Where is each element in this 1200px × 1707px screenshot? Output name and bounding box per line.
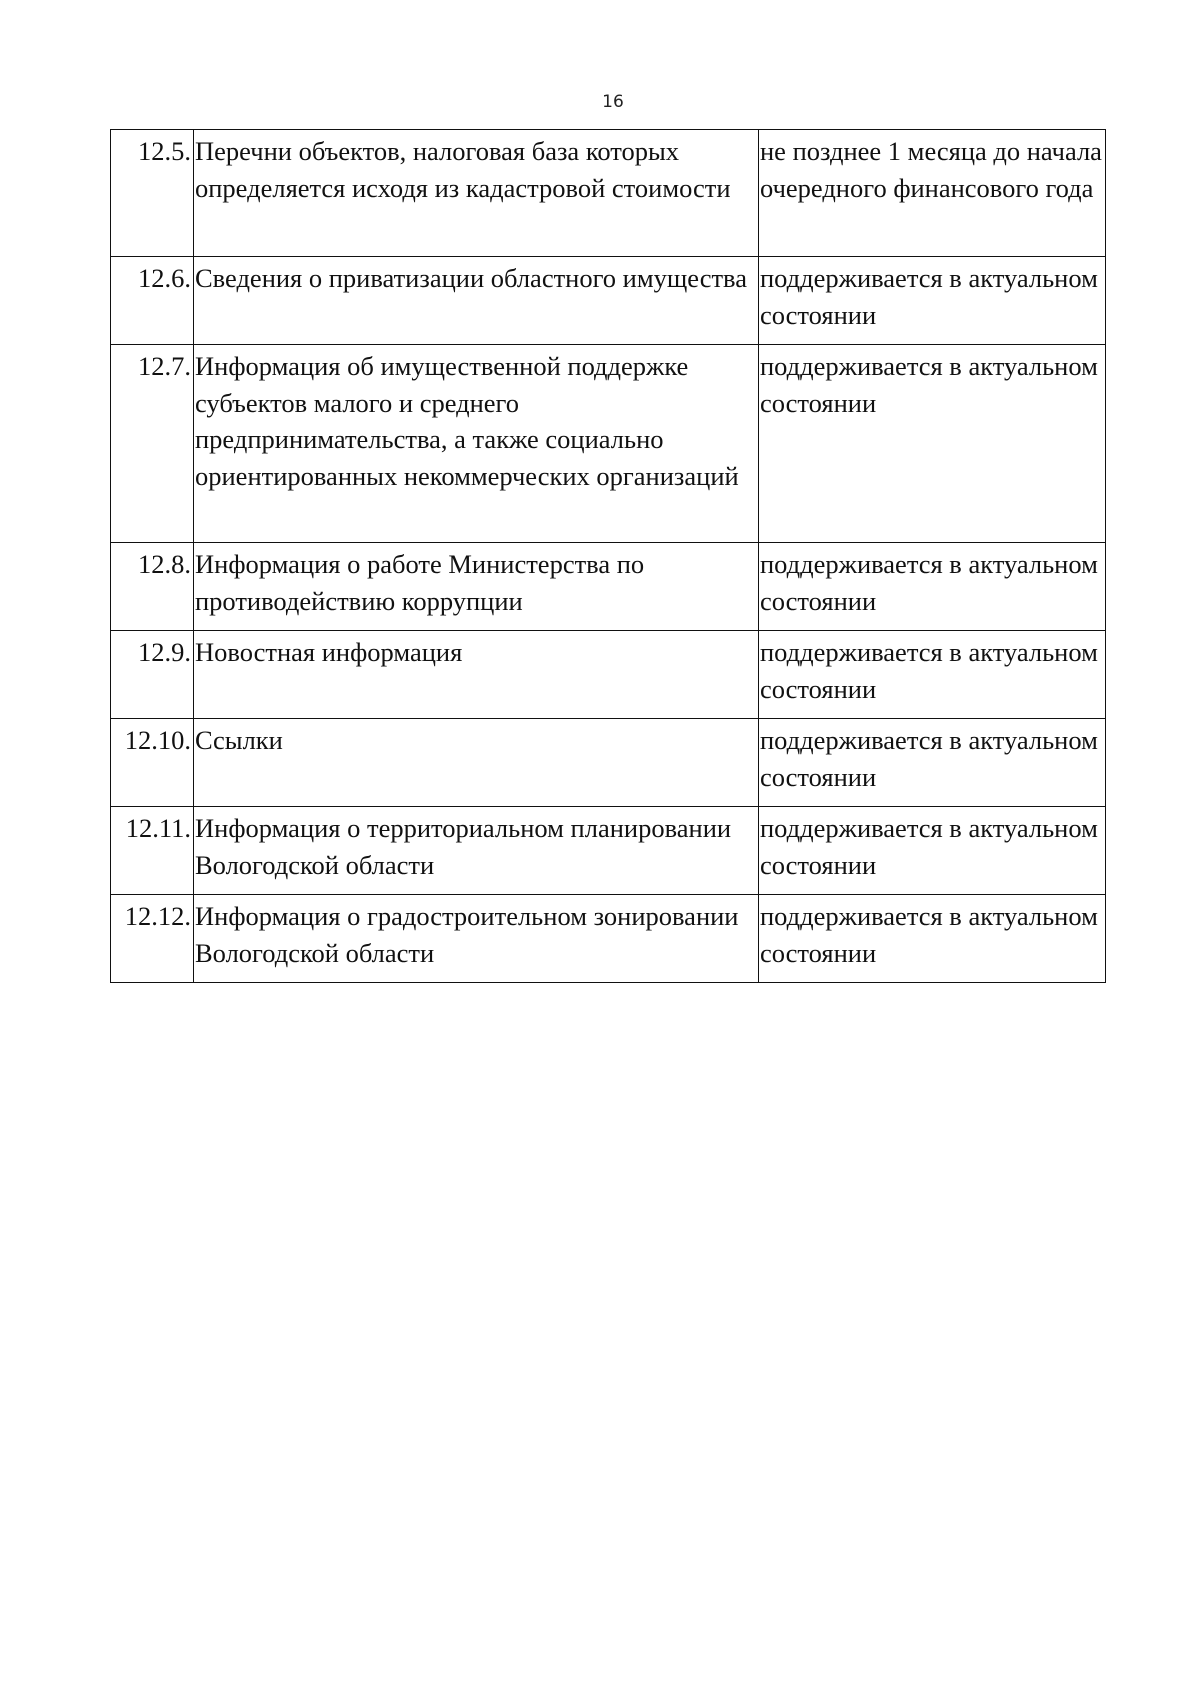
row-number: 12.9.	[138, 637, 191, 667]
row-number-cell	[111, 895, 194, 983]
row-number: 12.5.	[138, 136, 191, 166]
row-name-cell	[194, 719, 759, 807]
row-number: 12.7.	[138, 351, 191, 381]
row-name: Сведения о приватизации областного имущества	[195, 263, 747, 293]
row-number: 12.6.	[138, 263, 191, 293]
row-name-cell	[194, 257, 759, 345]
table-row	[111, 257, 1106, 345]
row-number: 12.12.	[124, 901, 191, 931]
document-table	[110, 129, 1106, 983]
row-number: 12.11.	[125, 813, 191, 843]
row-name-cell	[194, 543, 759, 631]
row-name: Перечни объектов, налоговая база которых определяется исходя из кадастровой стоимости	[195, 136, 731, 203]
row-term-cell	[759, 807, 1106, 895]
row-term: поддерживается в актуальном состоянии	[760, 263, 1098, 330]
row-number-cell	[111, 807, 194, 895]
row-term: поддерживается в актуальном состоянии	[760, 901, 1098, 968]
row-name-cell	[194, 807, 759, 895]
row-name-cell	[194, 895, 759, 983]
table-row	[111, 345, 1106, 543]
row-name: Ссылки	[195, 725, 283, 755]
row-term-cell	[759, 543, 1106, 631]
table-row	[111, 130, 1106, 257]
table-row	[111, 895, 1106, 983]
row-name: Информация о градостроительном зонировании Вологодской области	[195, 901, 739, 968]
row-number-cell	[111, 543, 194, 631]
row-name-cell	[194, 130, 759, 257]
page-number: 16	[602, 92, 624, 112]
row-name: Информация о работе Министерства по противодействию коррупции	[195, 549, 645, 616]
table-row	[111, 631, 1106, 719]
row-number-cell	[111, 257, 194, 345]
row-number-cell	[111, 719, 194, 807]
row-term: поддерживается в актуальном состоянии	[760, 637, 1098, 704]
row-term-cell	[759, 895, 1106, 983]
row-number-cell	[111, 130, 194, 257]
row-name: Информация о территориальном планировании Вологодской области	[195, 813, 732, 880]
table-row	[111, 719, 1106, 807]
row-term-cell	[759, 631, 1106, 719]
table-row	[111, 543, 1106, 631]
row-number: 12.8.	[138, 549, 191, 579]
row-number-cell	[111, 345, 194, 543]
row-number-cell	[111, 631, 194, 719]
row-term: не позднее 1 месяца до начала очередного финансового года	[760, 136, 1102, 203]
table-row	[111, 807, 1106, 895]
row-name-cell	[194, 345, 759, 543]
row-term: поддерживается в актуальном состоянии	[760, 549, 1098, 616]
row-term-cell	[759, 130, 1106, 257]
row-term-cell	[759, 257, 1106, 345]
row-term: поддерживается в актуальном состоянии	[760, 725, 1098, 792]
row-name: Информация об имущественной поддержке субъектов малого и среднего предпринимательства, а также социально ориентированных некоммерческих организаций	[195, 351, 739, 491]
row-name-cell	[194, 631, 759, 719]
row-number: 12.10.	[124, 725, 191, 755]
row-name: Новостная информация	[195, 637, 463, 667]
row-term: поддерживается в актуальном состоянии	[760, 813, 1098, 880]
row-term-cell	[759, 719, 1106, 807]
row-term-cell	[759, 345, 1106, 543]
row-term: поддерживается в актуальном состоянии	[760, 351, 1098, 418]
